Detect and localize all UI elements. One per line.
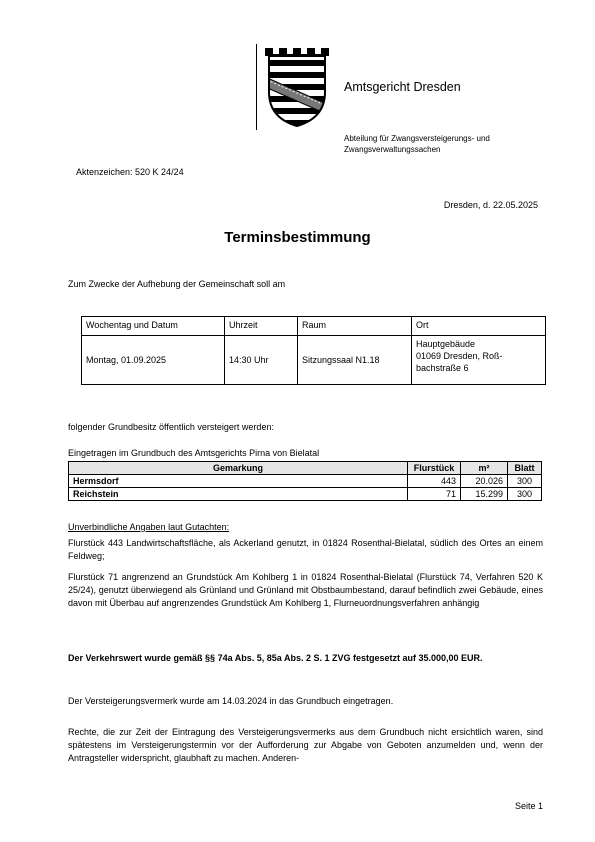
grundbuch-table: [68, 461, 542, 501]
header-ort: Ort: [412, 317, 546, 336]
table-row: [69, 475, 542, 488]
flurstueck-cell: 71: [408, 488, 461, 501]
header-flurstueck: Flurstück: [408, 462, 461, 475]
ort-line: bachstraße 6: [416, 363, 469, 373]
department-name: Abteilung für Zwangsversteigerungs- und Zwangsverwaltungssachen: [344, 134, 490, 154]
intro-text: Zum Zwecke der Aufhebung der Gemeinschaft soll am: [68, 279, 286, 289]
termin-table-row: [82, 336, 546, 385]
termin-table: [81, 316, 546, 385]
folgender-text: folgender Grundbesitz öffentlich versteigert werden:: [68, 422, 274, 432]
header-gemarkung: Gemarkung: [69, 462, 408, 475]
court-name: Amtsgericht Dresden: [344, 80, 461, 94]
ort-line: 01069 Dresden, Roß-: [416, 351, 503, 361]
angaben-paragraph-2: Flurstück 71 angrenzend an Grundstück Am Kohlberg 1 in 01824 Rosenthal-Bielatal (Flurstück 74, Verfahren 520 K 25/24), genutzt überwiegend als Grünland und Grünland mit Obstbaumbestand, darauf befindlich zwei Gebäude, eines davon mit Überbau auf angrenzendes Grundstück Am Kohlberg 1, Flurneuordnungsverfahren anhängig: [68, 572, 543, 608]
flaeche-cell: 20.026: [461, 475, 508, 488]
header-flaeche: m²: [461, 462, 508, 475]
page-number: Seite 1: [514, 801, 543, 811]
verkehrswert-text: Der Verkehrswert wurde gemäß §§ 74a Abs. 5, 85a Abs. 2 S. 1 ZVG festgesetzt auf 35.000,00 EUR.: [68, 653, 483, 663]
header-datum: Wochentag und Datum: [82, 317, 225, 336]
termin-datum: Montag, 01.09.2025: [82, 336, 225, 385]
angaben-paragraph-1: Flurstück 443 Landwirtschaftsfläche, als Ackerland genutzt, in 01824 Rosenthal-Bielatal, südlich des Ortes an einem Feldweg;: [68, 538, 543, 561]
termin-ort: [412, 336, 546, 385]
angaben-heading: Unverbindliche Angaben laut Gutachten:: [68, 522, 230, 532]
header-raum: Raum: [298, 317, 412, 336]
date-line: Dresden, d. 22.05.2025: [443, 200, 538, 210]
gemarkung-cell: Reichstein: [69, 488, 408, 501]
blatt-cell: 300: [508, 475, 542, 488]
gemarkung-cell: Hermsdorf: [69, 475, 408, 488]
header-blatt: Blatt: [508, 462, 542, 475]
table-row: [69, 488, 542, 501]
grundbuch-table-header: [69, 462, 542, 475]
document-title: Terminsbestimmung: [224, 229, 371, 246]
grundbuch-caption: Eingetragen im Grundbuch des Amtsgerichts Pirna von Bielatal: [68, 448, 320, 458]
blatt-cell: 300: [508, 488, 542, 501]
rechte-paragraph: Rechte, die zur Zeit der Eintragung des Versteigerungsvermerks aus dem Grundbuch nicht ersichtlich waren, sind spätestens im Versteigerungstermin vor der Aufforderung zur Abgabe von Geboten anzumelden und, wenn der Antragsteller widerspricht, glaubhaft zu machen. Anderen-: [68, 727, 543, 763]
coat-of-arms-saxony: [261, 46, 333, 128]
termin-raum: Sitzungssaal N1.18: [298, 336, 412, 385]
termin-table-header: [82, 317, 546, 336]
flurstueck-cell: 443: [408, 475, 461, 488]
flaeche-cell: 15.299: [461, 488, 508, 501]
vermerk-text: Der Versteigerungsvermerk wurde am 14.03.2024 in das Grundbuch eingetragen.: [68, 696, 394, 706]
termin-uhrzeit: 14:30 Uhr: [225, 336, 298, 385]
aktenzeichen: Aktenzeichen: 520 K 24/24: [76, 167, 184, 177]
header-uhrzeit: Uhrzeit: [225, 317, 298, 336]
ort-line: Hauptgebäude: [416, 339, 476, 349]
header-divider: [256, 44, 257, 130]
